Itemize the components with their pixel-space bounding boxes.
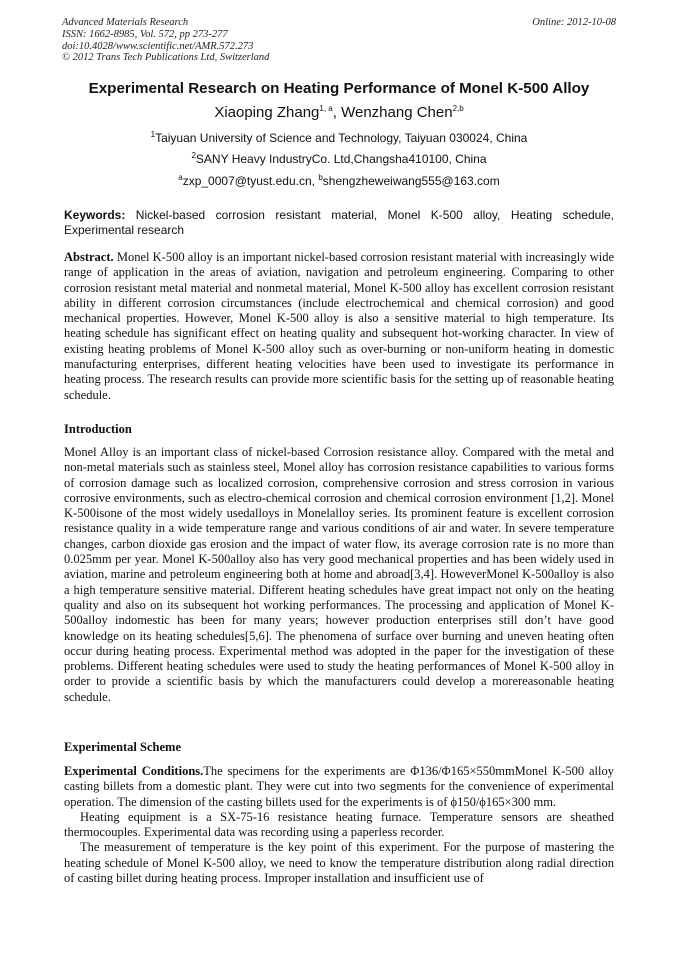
abstract-paragraph: [64, 250, 614, 403]
paper-title: Experimental Research on Heating Performance of Monel K-500 Alloy: [88, 80, 590, 97]
issn-line: ISSN: 1662-8985, Vol. 572, pp 273-277: [62, 28, 228, 40]
email-address[interactable]: zxp_0007@tyust.edu.cn,: [182, 174, 319, 188]
journal-header: [62, 17, 616, 64]
conditions-paragraph: [64, 764, 614, 810]
keywords-paragraph: [64, 208, 614, 237]
conditions-label: Experimental Conditions.: [64, 764, 204, 778]
affiliation-text: SANY Heavy IndustryCo. Ltd,Changsha410100, China: [195, 152, 487, 166]
equipment-paragraph: Heating equipment is a SX-75-16 resistance heating furnace. Temperature sensors are sheathed thermocouples. Experimental data was recording using a paperless recorder.: [64, 809, 614, 840]
journal-name: Advanced Materials Research: [62, 17, 189, 28]
abstract-label: Abstract.: [64, 250, 114, 264]
affiliation-1: [40, 131, 638, 145]
introduction-heading: Introduction: [64, 422, 132, 436]
introduction-paragraph: Monel Alloy is an important class of nickel-based Corrosion resistance alloy. Compared with the metal and non-metal materials such as stainless steel, Monel alloy has corrosion resistance capabilities to various forms of corrosion damage such as localized corrosion, comprehensive corrosion and stress corrosion in various corrosive environments, such as electro-chemical corrosion and chemical corrosion environment [1,2]. Monel K-500isone of the most widely usedalloys in Monelalloy series. Its prominent feature is excellent corrosion resistance quality in a wide temperature range and various conditions of air and water. In severe temperature changes, carbon dioxide gas erosion and the impact of water flow, its average corrosion rate is no more than 0.025mm per year. Monel K-500alloy also has very good mechanical properties and has been widely used in aviation, marine and petroleum engineering both at home and abroad[3,4]. HoweverMonel K-500alloy is also a high temperature sensitive material. Different heating schedules have great impact not only on the heating quality and also on its subsequent hot working performances. The processing and application of Monel K-500alloy indomestic has been for many years; however production enterprises still don’t have good knowledge on its heating schedules[5,6]. The phenomena of surface over burning and uneven heating often occur during heating process. Experimental method was adopted in the paper for the investigation of these problems. Different heating schedules were used to study the heating performances of Monel K-500 alloy in order to provide a scientific basis by which the manufacturers could develop a morereasonable heating schedule.: [64, 445, 614, 704]
email-address[interactable]: shengzheweiwang555@163.com: [322, 174, 500, 188]
email-line: [40, 174, 638, 188]
conditions-text: The specimens for the experiments are Φ136/Φ165×550mmMonel K-500 alloy casting billets from a domestic plant. They were cut into two segments for the convenience of experimental operation. The dimension of the casting billets used for the experiments is of ϕ150/ϕ165×300 mm.: [64, 764, 614, 809]
email-marker: a: [178, 173, 183, 182]
author-superscript: 2,b: [452, 104, 464, 113]
author-name: Xiaoping Zhang: [214, 104, 320, 121]
measurement-paragraph: The measurement of temperature is the key point of this experiment. For the purpose of mastering the heating schedule of Monel K-500 alloy, we need to know the temperature distribution along radial direction of casting billet during heating process. Improper installation and insufficient use of: [64, 840, 614, 886]
copyright-line: © 2012 Trans Tech Publications Ltd, Switzerland: [62, 52, 270, 64]
keywords-label: Keywords:: [64, 208, 126, 222]
author-superscript: 1, a: [319, 104, 333, 113]
online-date: Online: 2012-10-08: [532, 17, 616, 28]
affiliation-marker: 1: [150, 130, 156, 139]
author-name: Wenzhang Chen: [341, 104, 453, 121]
affiliation-2: [40, 152, 638, 166]
author-separator: ,: [332, 104, 342, 121]
doi-line[interactable]: doi:10.4028/www.scientific.net/AMR.572.273: [62, 40, 254, 52]
affiliation-text: Taiyuan University of Science and Technology, Taiyuan 030024, China: [155, 131, 528, 145]
experimental-scheme-heading: Experimental Scheme: [64, 740, 181, 754]
keywords-text: Nickel-based corrosion resistant material, Monel K-500 alloy, Heating schedule, Experimental research: [64, 208, 614, 237]
email-marker: b: [318, 173, 323, 182]
author-line: [40, 104, 638, 121]
experimental-scheme-body: [64, 764, 614, 886]
affiliation-marker: 2: [191, 151, 196, 160]
abstract-text: Monel K-500 alloy is an important nickel-based corrosion resistant material with increasingly wide range of application in the areas of aviation, navigation and petroleum engineering. Comparing to other corrosion resistant metal material and nonmetal material, Monel K-500 alloy has excellent corrosion resistant ability in different corrosion circumstances (include electrochemical and chemical corrosion) and good mechanical properties. However, Monel K-500 alloy is also a sensitive material to high temperature. Its heating schedule has significant effect on heating quality and subsequent hot-working character. In view of existing heating problems of Monel K-500 alloy such as over-burning or non-uniform heating in domestic manufacturing enterprises, different heating velocities have been used to investigate its performance in heating process. The research results can provide more scientific basis for the setting up of reasonable heating schedule.: [64, 250, 614, 402]
